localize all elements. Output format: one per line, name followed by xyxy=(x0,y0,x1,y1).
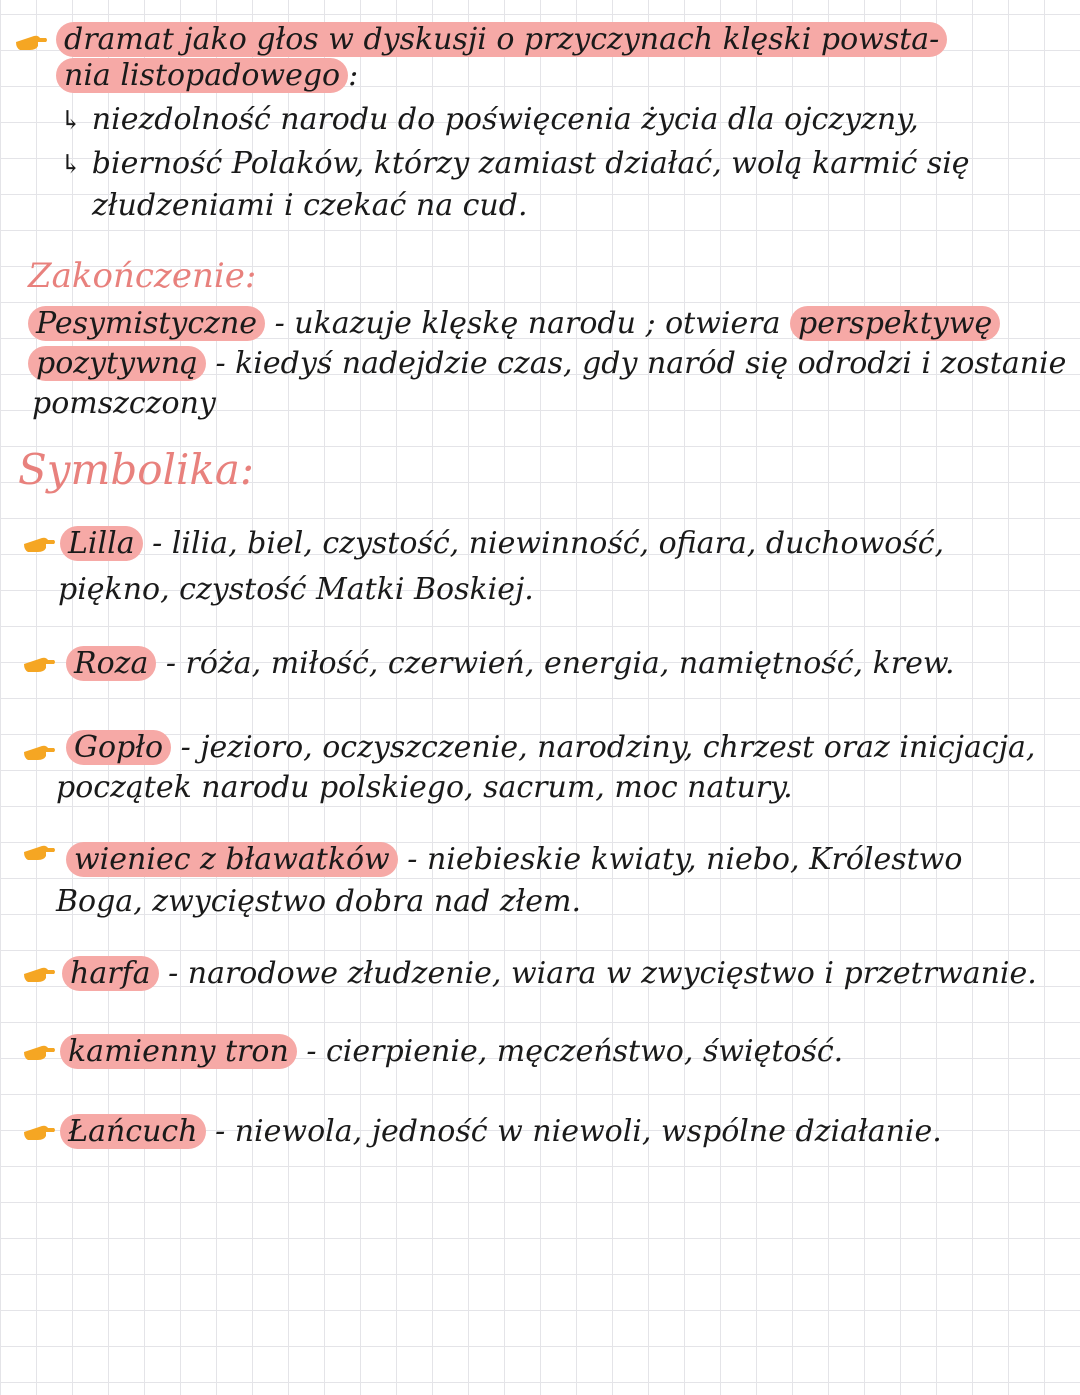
pointing-hand-icon xyxy=(22,532,56,554)
pointing-hand-icon xyxy=(22,1040,56,1062)
pointing-hand-icon xyxy=(22,962,56,984)
pointing-hand-icon xyxy=(22,652,56,674)
sub-arrow-icon: ↳ xyxy=(60,106,82,136)
ending-line-3: pomszczony xyxy=(32,386,216,421)
pointing-hand-icon xyxy=(22,1120,56,1142)
sub-arrow-icon: ↳ xyxy=(60,150,82,180)
symbol-item-wieniec: wieniec z bławatków - niebieskie kwiaty, niebo, Królestwo xyxy=(66,842,962,878)
symbol-item-lilla-cont: piękno, czystość Matki Boskiej. xyxy=(58,572,534,607)
intro-sub-2: ↳ bierność Polaków, którzy zamiast działać, wolą karmić się xyxy=(60,146,970,181)
symbolika-heading: Symbolika: xyxy=(18,445,255,494)
pointing-hand-icon xyxy=(22,740,56,762)
intro-highlight-2: nia listopadowego xyxy=(56,58,348,93)
ending-line-1: Pesymistyczne - ukazuje klęskę narodu ; otwiera perspektywę xyxy=(28,306,1000,342)
ending-line-2: pozytywną - kiedyś nadejdzie czas, gdy naród się odrodzi i zostanie xyxy=(28,346,1066,382)
intro-sub-2b: złudzeniami i czekać na cud. xyxy=(92,188,528,223)
symbol-item-lancuch: Łańcuch - niewola, jedność w niewoli, wspólne działanie. xyxy=(60,1114,942,1150)
pointing-hand-icon xyxy=(14,30,48,52)
intro-sub-1: ↳ niezdolność narodu do poświęcenia życia dla ojczyzny, xyxy=(60,102,919,137)
intro-highlight-1: dramat jako głos w dyskusji o przyczynach klęski powsta- xyxy=(56,22,947,57)
symbol-item-roza: Roza - róża, miłość, czerwień, energia, namiętność, krew. xyxy=(66,646,955,682)
symbol-item-goplo: Gopło - jezioro, oczyszczenie, narodziny, chrzest oraz inicjacja, xyxy=(66,730,1035,766)
intro-line-1 xyxy=(56,22,947,58)
pointing-hand-icon xyxy=(22,840,56,862)
symbol-item-tron: kamienny tron - cierpienie, męczeństwo, świętość. xyxy=(60,1034,843,1070)
symbol-item-wieniec-cont: Boga, zwycięstwo dobra nad złem. xyxy=(56,884,582,919)
symbol-item-goplo-cont: początek narodu polskiego, sacrum, moc natury. xyxy=(56,770,793,805)
intro-line-2: nia listopadowego : xyxy=(56,58,358,94)
ending-heading: Zakończenie: xyxy=(28,256,257,296)
symbol-item-harfa: harfa - narodowe złudzenie, wiara w zwycięstwo i przetrwanie. xyxy=(62,956,1037,992)
symbol-item-lilla: Lilla - lilia, biel, czystość, niewinność, ofiara, duchowość, xyxy=(60,526,944,562)
